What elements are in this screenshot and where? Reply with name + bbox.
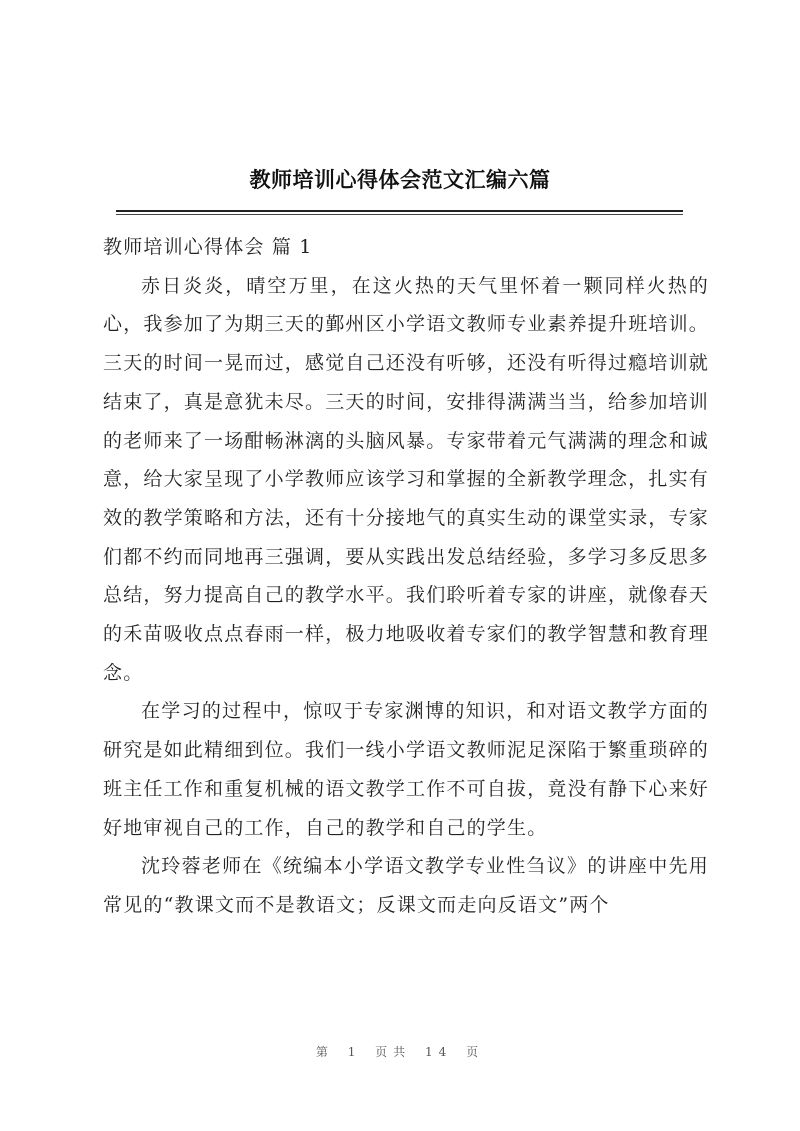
paragraph-3: 沈玲蓉老师在《统编本小学语文教学专业性刍议》的讲座中先用常见的“教课文而不是教语文；反课文而走向反语文”两个 — [103, 855, 709, 916]
page-number-footer: 第 1 页共 14 页 — [315, 1045, 485, 1059]
paragraph-1: 赤日炎炎，晴空万里，在这火热的天气里怀着一颗同样火热的心，我参加了为期三天的鄞州区小学语文教师专业素养提升班培训。三天的时间一晃而过，感觉自己还没有听够，还没有听得过瘾培训就结束了，真是意犹未尽。三天的时间，安排得满满当当，给参加培训的老师来了一场酣畅淋漓的头脑风暴。专家带着元气满满的理念和诚意，给大家呈现了小学教师应该学习和掌握的全新教学理念，扎实有效的教学策略和方法，还有十分接地气的真实生动的课堂实录，专家们都不约而同地再三强调，要从实践出发总结经验，多学习多反思多总结，努力提高自己的教学水平。我们聆听着专家的讲座，就像春天的禾苗吸收点点春雨一样，极力地吸收着专家们的教学智慧和教育理念。 — [103, 274, 710, 684]
document-body — [103, 228, 709, 925]
section-heading: 教师培训心得体会 篇 1 — [103, 236, 313, 258]
title-divider-thick — [116, 210, 683, 212]
page-title: 教师培训心得体会范文汇编六篇 — [249, 167, 551, 192]
title-divider-thin — [116, 214, 683, 215]
paragraph-2: 在学习的过程中，惊叹于专家渊博的知识，和对语文教学方面的研究是如此精细到位。我们一线小学语文教师泥足深陷于繁重琐碎的班主任工作和重复机械的语文教学工作不可自拔，竟没有静下心来好好地审视自己的工作，自己的教学和自己的学生。 — [103, 700, 710, 839]
